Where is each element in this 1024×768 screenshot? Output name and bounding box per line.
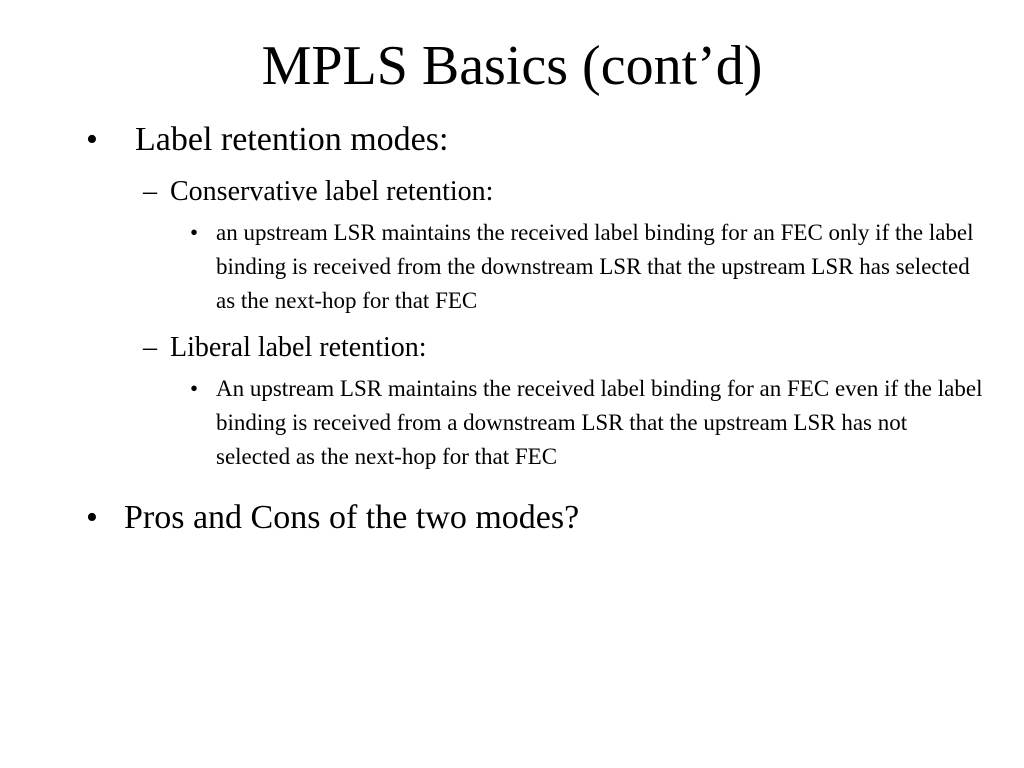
sub-bullet-conservative [0,174,1024,210]
detail-text: An upstream LSR maintains the received label binding for an FEC even if the label binding is received from a downstream LSR that the upstream LSR has not selected as the next-hop for that FEC [216,376,983,469]
dash-marker: – [143,332,157,363]
slide-content [0,118,1024,540]
bullet-text: Pros and Cons of the two modes? [124,499,580,536]
slide-title: MPLS Basics (cont’d) [261,35,763,97]
bullet-marker: • [86,499,98,536]
bullet-pros-and-cons [0,496,1024,540]
sub-bullet-text: Liberal label retention: [170,332,427,363]
detail-text: an upstream LSR maintains the received label binding for an FEC only if the label binding is received from the downstream LSR that the upstream LSR has selected as the next-hop for that FEC [216,220,974,313]
bullet-marker: • [190,376,199,401]
bullet-label-retention-modes [0,118,1024,162]
detail-liberal [0,372,1024,474]
bullet-text: Label retention modes: [135,121,449,158]
dash-marker: – [143,176,157,207]
detail-conservative [0,216,1024,318]
sub-bullet-text: Conservative label retention: [170,176,494,207]
sub-bullet-liberal [0,330,1024,366]
bullet-marker: • [190,220,199,245]
bullet-marker: • [86,121,98,158]
